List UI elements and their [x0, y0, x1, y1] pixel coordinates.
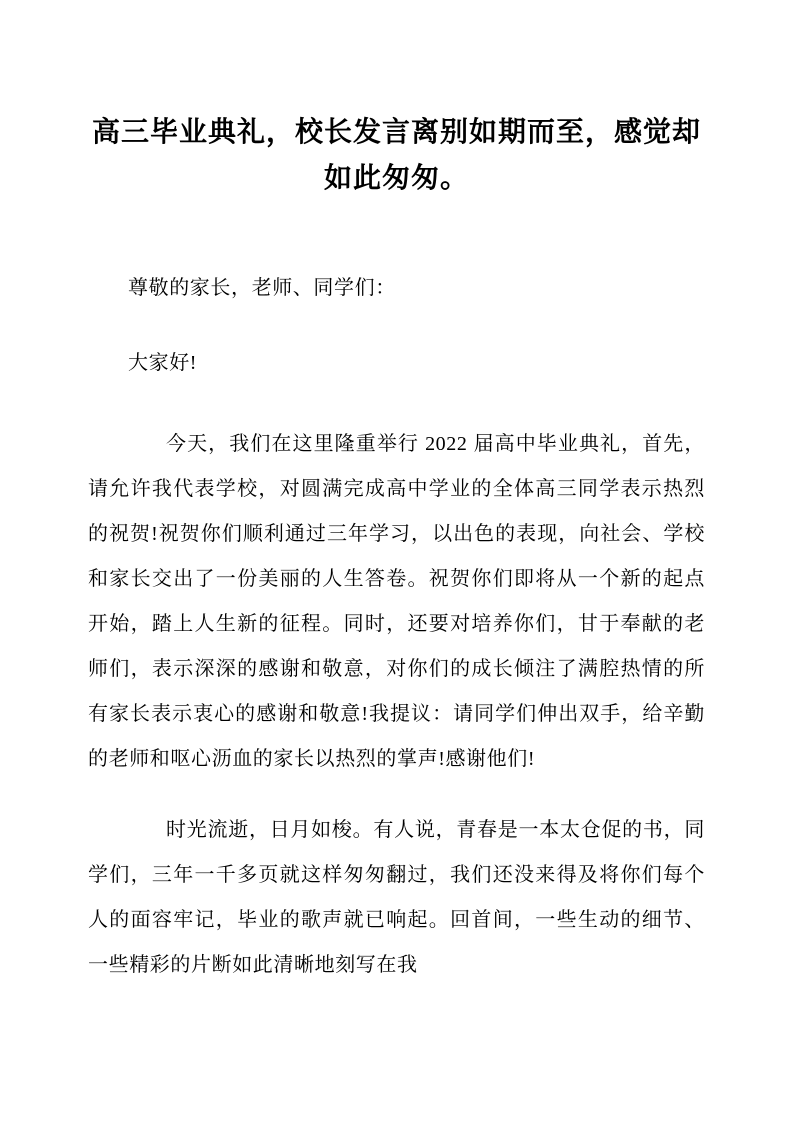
paragraph-body-2: 时光流逝，日月如梭。有人说，青春是一本太仓促的书，同学们，三年一千多页就这样匆匆翻过，我们还没来得及将你们每个人的面容牢记，毕业的歌声就已响起。回首间，一些生动的细节、一些精彩的片断如此清晰地刻写在我 — [88, 819, 705, 976]
document-body — [88, 266, 705, 988]
paragraph-body-1: 今天，我们在这里隆重举行 2022 届高中毕业典礼，首先，请允许我代表学校，对圆满完成高中学业的全体高三同学表示热烈的祝贺!祝贺你们顺利通过三年学习，以出色的表现，向社会、学校和家长交出了一份美丽的人生答卷。祝贺你们即将从一个新的起点开始，踏上人生新的征程。同时，还要对培养你们，甘于奉献的老师们，表示深深的感谢和敬意，对你们的成长倾注了满腔热情的所有家长表示衷心的感谢和敬意!我提议：请同学们伸出双手，给辛勤的老师和呕心沥血的家长以热烈的掌声!感谢他们! — [88, 433, 705, 770]
paragraph-salutation: 尊敬的家长，老师、同学们： — [128, 277, 396, 299]
paragraph-greeting: 大家好! — [128, 352, 198, 374]
page-title: 高三毕业典礼，校长发言离别如期而至，感觉却如此匆匆。 — [91, 117, 701, 194]
